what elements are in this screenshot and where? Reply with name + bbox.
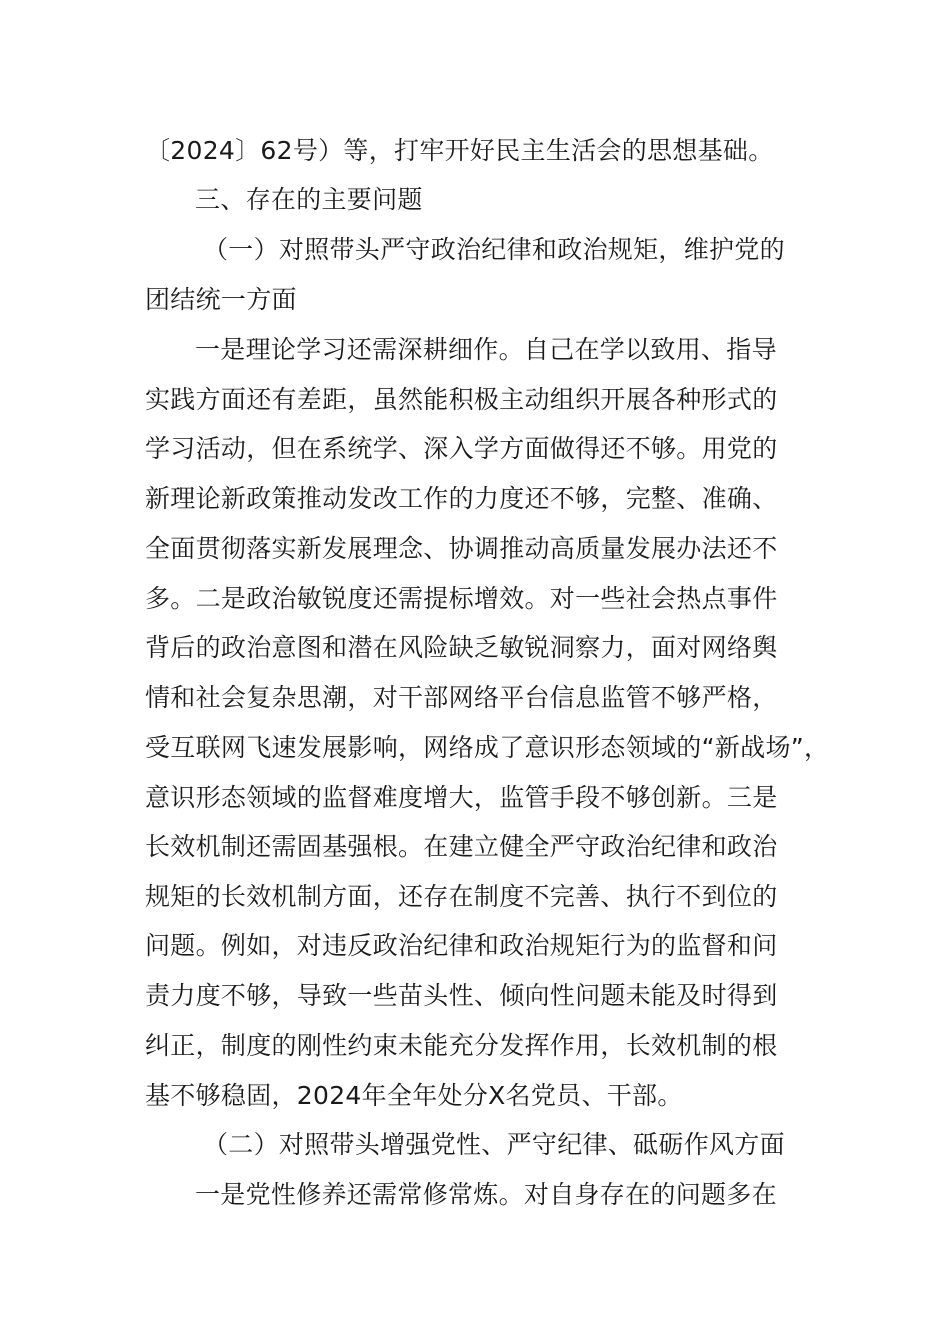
text-line-12: 情和社会复杂思潮，对干部网络平台信息监管不够严格， bbox=[145, 683, 778, 712]
text-line-17: 问题。例如，对违反政治纪律和政治规矩行为的监督和问 bbox=[145, 931, 778, 960]
section-heading: 三、存在的主要问题 bbox=[195, 185, 423, 214]
text-line-6: 实践方面还有差距，虽然能积极主动组织开展各种形式的 bbox=[145, 385, 778, 414]
text-line-20: 基不够稳固，2024年全年处分X名党员、干部。 bbox=[145, 1081, 683, 1110]
text-line-14: 意识形态领域的监督难度增大，监管手段不够创新。三是 bbox=[145, 783, 778, 812]
subsection-heading-1: （一）对照带头严守政治纪律和政治规矩，维护党的 bbox=[203, 235, 785, 264]
text-line-16: 规矩的长效机制方面，还存在制度不完善、执行不到位的 bbox=[145, 882, 778, 911]
subsection-heading-1-cont: 团结统一方面 bbox=[145, 285, 297, 314]
text-line-13: 受互联网飞速发展影响，网络成了意识形态领域的“新战场”， bbox=[145, 733, 830, 762]
text-line-15: 长效机制还需固基强根。在建立健全严守政治纪律和政治 bbox=[145, 832, 778, 861]
text-line-19: 纠正，制度的刚性约束未能充分发挥作用，长效机制的根 bbox=[145, 1031, 778, 1060]
text-line-1: 〔2024〕62号）等，打牢开好民主生活会的思想基础。 bbox=[145, 136, 774, 165]
text-line-5: 一是理论学习还需深耕细作。自己在学以致用、指导 bbox=[195, 335, 777, 364]
text-line-18: 责力度不够，导致一些苗头性、倾向性问题未能及时得到 bbox=[145, 981, 778, 1010]
text-line-7: 学习活动，但在系统学、深入学方面做得还不够。用党的 bbox=[145, 434, 778, 463]
text-line-8: 新理论新政策推动发改工作的力度还不够，完整、准确、 bbox=[145, 484, 778, 513]
text-line-10: 多。二是政治敏锐度还需提标增效。对一些社会热点事件 bbox=[145, 584, 778, 613]
subsection-heading-2: （二）对照带头增强党性、严守纪律、砥砺作风方面 bbox=[203, 1130, 785, 1159]
text-line-11: 背后的政治意图和潜在风险缺乏敏锐洞察力，面对网络舆 bbox=[145, 633, 778, 662]
text-line-9: 全面贯彻落实新发展理念、协调推动高质量发展办法还不 bbox=[145, 534, 778, 563]
text-line-22: 一是党性修养还需常修常炼。对自身存在的问题多在 bbox=[195, 1180, 777, 1209]
